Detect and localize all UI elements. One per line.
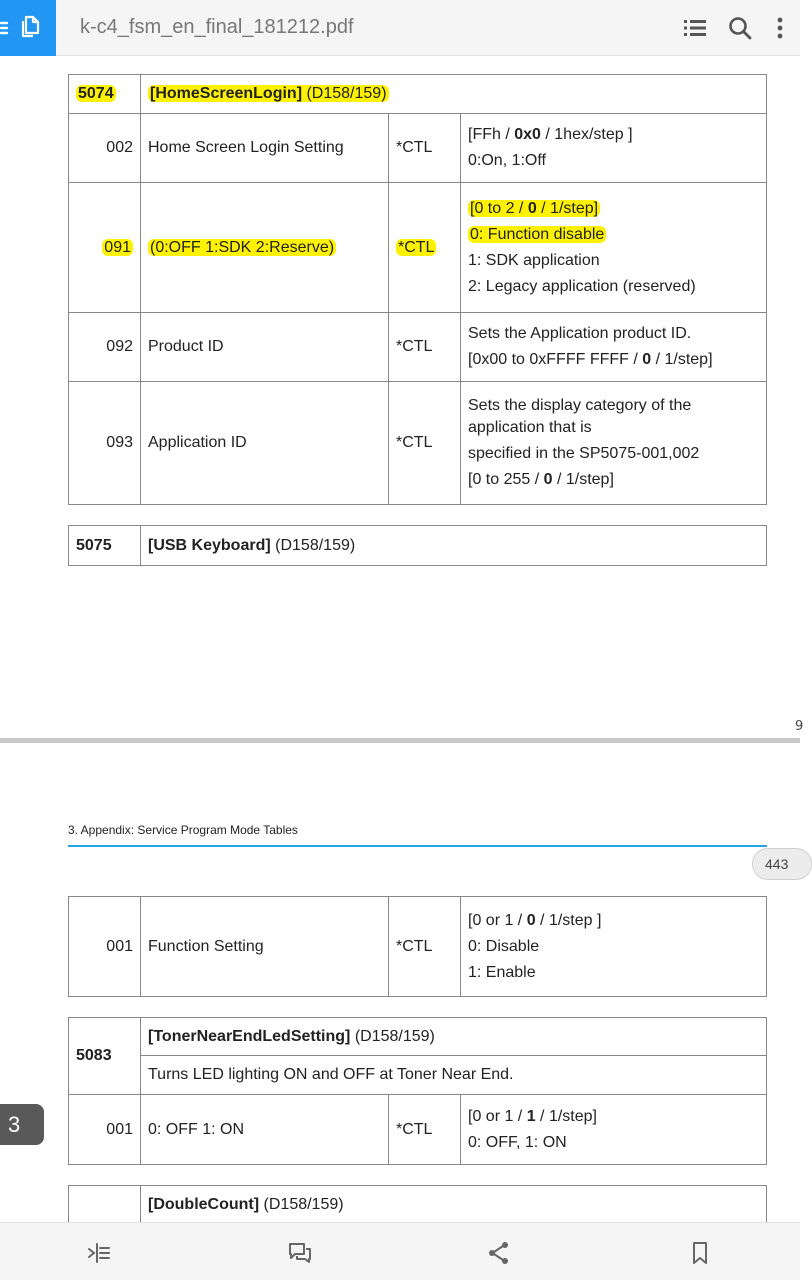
bookmark-icon [687,1240,713,1266]
share-button[interactable] [486,1240,512,1266]
section-number: 5075 [69,526,141,566]
section-title: [TonerNearEndLedSetting] (D158/159) [141,1018,767,1056]
sp-number: 093 [69,382,141,505]
section-header-row [69,526,767,566]
sp-type: *CTL [389,382,461,505]
text-reflow-icon [86,1240,112,1266]
search-icon [726,14,754,42]
table-row [69,1095,767,1165]
outline-button[interactable] [681,14,709,42]
sp-values: [FFh / 0x0 / 1hex/step ] 0:On, 1:Off [461,114,767,183]
list-icon [681,14,709,42]
sp-type: *CTL [389,114,461,183]
document-menu-button[interactable] [0,0,56,56]
sp-type: *CTL [389,313,461,382]
sp-name: Application ID [141,382,389,505]
page-header: 3. Appendix: Service Program Mode Tables [68,823,767,847]
reflow-button[interactable] [86,1240,112,1266]
pdf-page-1 [0,56,804,739]
table-row [69,183,767,313]
page-number-badge[interactable]: 443 [752,848,812,880]
sp-values: [0 to 2 / 0 / 1/step] 0: Function disable 1: SDK application 2: Legacy application (reserved) [461,183,767,313]
document-menu-icon [0,0,56,56]
sp-table-5074 [68,74,767,505]
pdf-page-2 [0,743,800,1223]
sp-name: Function Setting [141,897,389,997]
section-number [69,1186,141,1224]
page-edge-number: 9 [795,719,804,734]
sp-table-5075-continued [68,896,767,997]
app-bar [0,0,800,56]
more-options-button[interactable] [766,14,794,42]
sp-name: Home Screen Login Setting [141,114,389,183]
sp-type: *CTL [389,1095,461,1165]
sp-type: *CTL [389,897,461,997]
comments-button[interactable] [287,1240,313,1266]
sp-number: 002 [69,114,141,183]
table-row [69,382,767,505]
sp-number: 091 [69,183,141,313]
table-row [69,313,767,382]
bookmark-button[interactable] [687,1240,713,1266]
sp-name: (0:OFF 1:SDK 2:Reserve) [141,183,389,313]
chapter-tab[interactable]: 3 [0,1104,44,1145]
table-row [69,114,767,183]
sp-table-5075 [68,525,767,566]
sp-values: [0 or 1 / 0 / 1/step ] 0: Disable 1: Enable [461,897,767,997]
search-button[interactable] [726,14,754,42]
section-header-row [69,1186,767,1224]
bottom-toolbar [0,1222,800,1280]
sp-name: 0: OFF 1: ON [141,1095,389,1165]
sp-table-doublecount [68,1185,767,1224]
comment-icon [287,1240,313,1266]
sp-number: 092 [69,313,141,382]
sp-number: 001 [69,1095,141,1165]
section-title: [USB Keyboard] (D158/159) [141,526,767,566]
section-header-row [69,1018,767,1056]
section-description: Turns LED lighting ON and OFF at Toner Near End. [141,1056,767,1095]
section-title: [HomeScreenLogin] (D158/159) [141,75,767,114]
section-header-row [69,75,767,114]
sp-name: Product ID [141,313,389,382]
more-vert-icon [766,14,794,42]
sp-table-5083 [68,1017,767,1165]
sp-number: 001 [69,897,141,997]
sp-type: *CTL [389,183,461,313]
section-number: 5074 [69,75,141,114]
section-description-row [69,1056,767,1095]
share-icon [486,1240,512,1266]
section-number: 5083 [69,1018,141,1095]
sp-values: Sets the display category of the application that is specified in the SP5075-001,002 [0 to 255 / 0 / 1/step] [461,382,767,505]
section-title: [DoubleCount] (D158/159) [141,1186,767,1224]
document-title: k-c4_fsm_en_final_181212.pdf [80,16,354,38]
sp-values: [0 or 1 / 1 / 1/step] 0: OFF, 1: ON [461,1095,767,1165]
sp-values: Sets the Application product ID. [0x00 to 0xFFFF FFFF / 0 / 1/step] [461,313,767,382]
table-row [69,897,767,997]
